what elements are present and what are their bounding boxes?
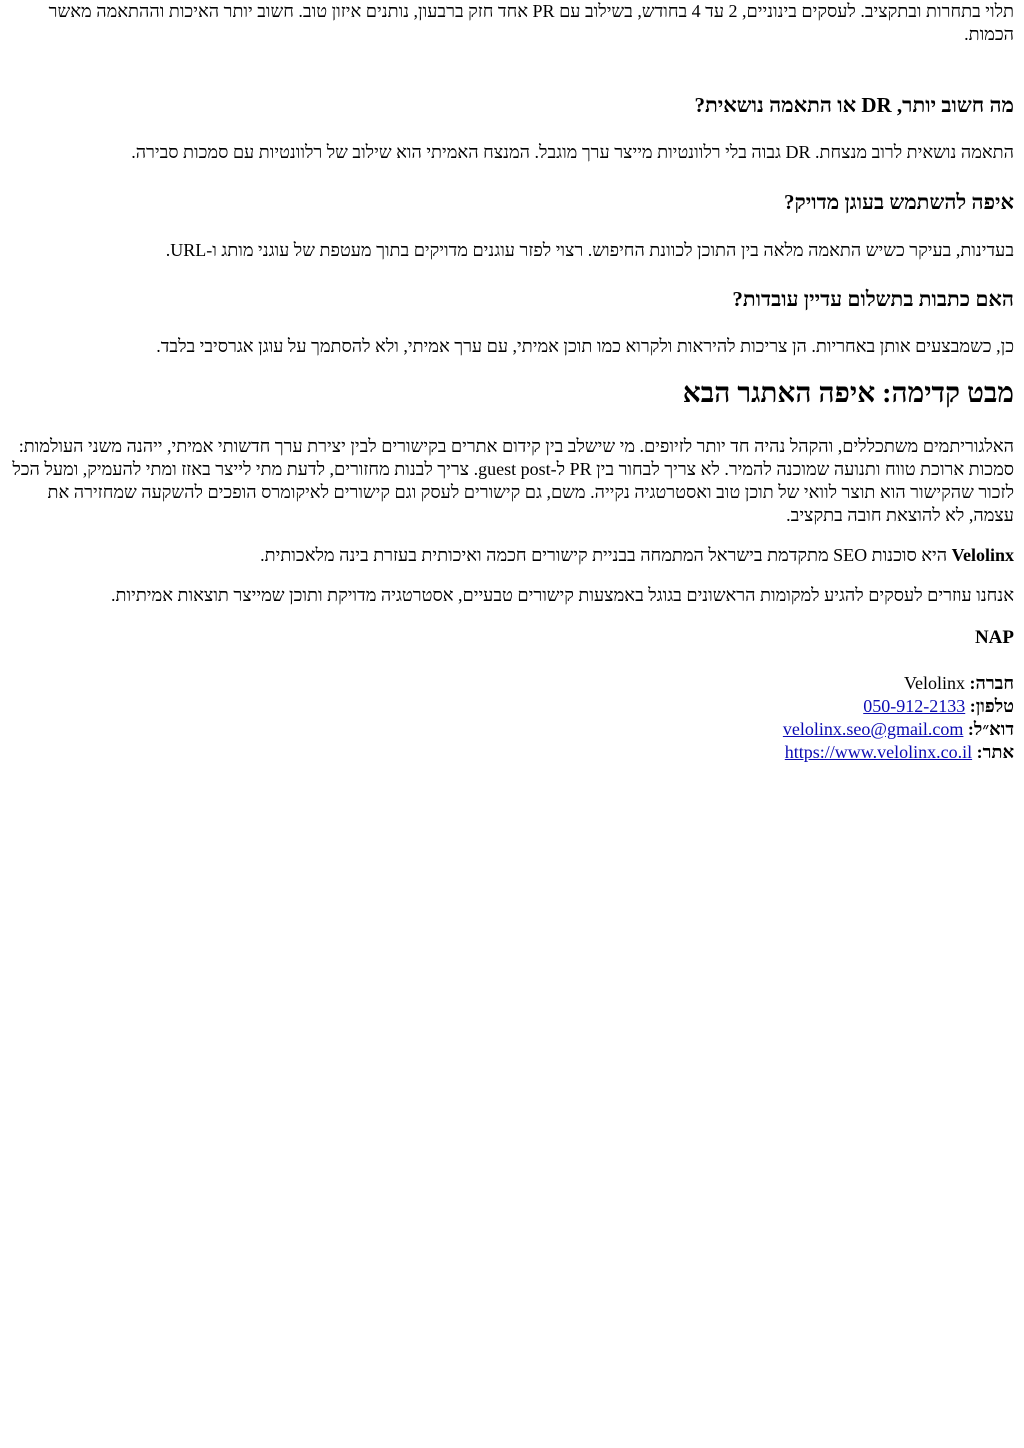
faq-answer-dr: התאמה נושאית לרוב מנצחת. DR גבוה בלי רלוונטיות מייצר ערך מוגבל. המנצח האמיתי הוא שילוב של רלוונטיות עם סמכות סבירה. <box>131 142 1014 162</box>
nap-company-line <box>10 672 1014 695</box>
nap-phone-line <box>10 695 1014 718</box>
help-paragraph: אנחנו עוזרים לעסקים להגיע למקומות הראשונים בגוגל באמצעות קישורים טבעיים, אסטרטגיה מדויקת ותוכן שמייצר תוצאות אמיתיות. <box>111 585 1014 605</box>
nap-company-value: Velolinx <box>903 673 965 693</box>
nap-phone-label: טלפון: <box>969 696 1014 716</box>
faq-question-anchor: איפה להשתמש בעוגן מדויק? <box>784 190 1014 214</box>
about-brand: Velolinx <box>951 545 1014 565</box>
faq-answer-paid-articles: כן, כשמבצעים אותן באחריות. הן צריכות להיראות ולקרוא כמו תוכן אמיתי, עם ערך אמיתי, ולא להסתמך על עוגן אגרסיבי בלבד. <box>156 336 1014 356</box>
future-heading: מבט קדימה: איפה האתגר הבא <box>682 378 1014 409</box>
about-paragraph <box>10 544 1014 567</box>
website-link[interactable]: https://www.velolinx.co.il <box>784 742 973 762</box>
nap-email-label: דוא״ל: <box>967 719 1014 739</box>
faq-question-dr: מה חשוב יותר, DR או התאמה נושאית? <box>694 93 1014 117</box>
nap-company-label: חברה: <box>969 673 1014 693</box>
faq-question-paid-articles: האם כתבות בתשלום עדיין עובדות? <box>732 287 1014 311</box>
future-paragraph: האלגוריתמים משתכללים, והקהל נהיה חד יותר לזיופים. מי שישלב בין קידום אתרים בקישורים לבין יצירת ערך חדשותי אמיתי, ייהנה משני העולמות: סמכות ארוכת טווח ותנועה שמוכנה להמיר. לא צריך לבחור בין PR ל-guest post. צריך לבנות מחזורים, לדעת מתי לייצר באזז ומתי להעמיק, ומעל הכל לזכור שהקישור הוא תוצר לוואי של תוכן טוב ואסטרטגיה נקייה. משם, גם קישורים לעסק וגם קישורים לאיקומרס הופכים להשקעה שמחזירה את עצמה, לא להוצאת חובה בתקציב. <box>12 436 1014 525</box>
nap-site-line <box>10 741 1014 764</box>
nap-site-label: אתר: <box>976 742 1014 762</box>
nap-email-line <box>10 718 1014 741</box>
nap-heading: NAP <box>974 627 1014 648</box>
faq-answer-anchor: בעדינות, בעיקר כשיש התאמה מלאה בין התוכן לכוונת החיפוש. רצוי לפזר עוגנים מדויקים בתוך מעטפת של עוגני מותג ו-URL. <box>165 240 1014 260</box>
phone-link[interactable]: 050-912-2133 <box>863 696 966 716</box>
about-text: היא סוכנות SEO מתקדמת בישראל המתמחה בבניית קישורים חכמה ואיכותית בעזרת בינה מלאכותית. <box>260 545 952 565</box>
email-link[interactable]: velolinx.seo@gmail.com <box>782 719 964 739</box>
intro-paragraph: תלוי בתחרות ובתקציב. לעסקים בינוניים, 2 עד 4 בחודש, בשילוב עם PR אחד חזק ברבעון, נותנים איזון טוב. חשוב יותר האיכות וההתאמה מאשר הכמות. <box>48 1 1014 44</box>
nap-details <box>10 672 1014 764</box>
